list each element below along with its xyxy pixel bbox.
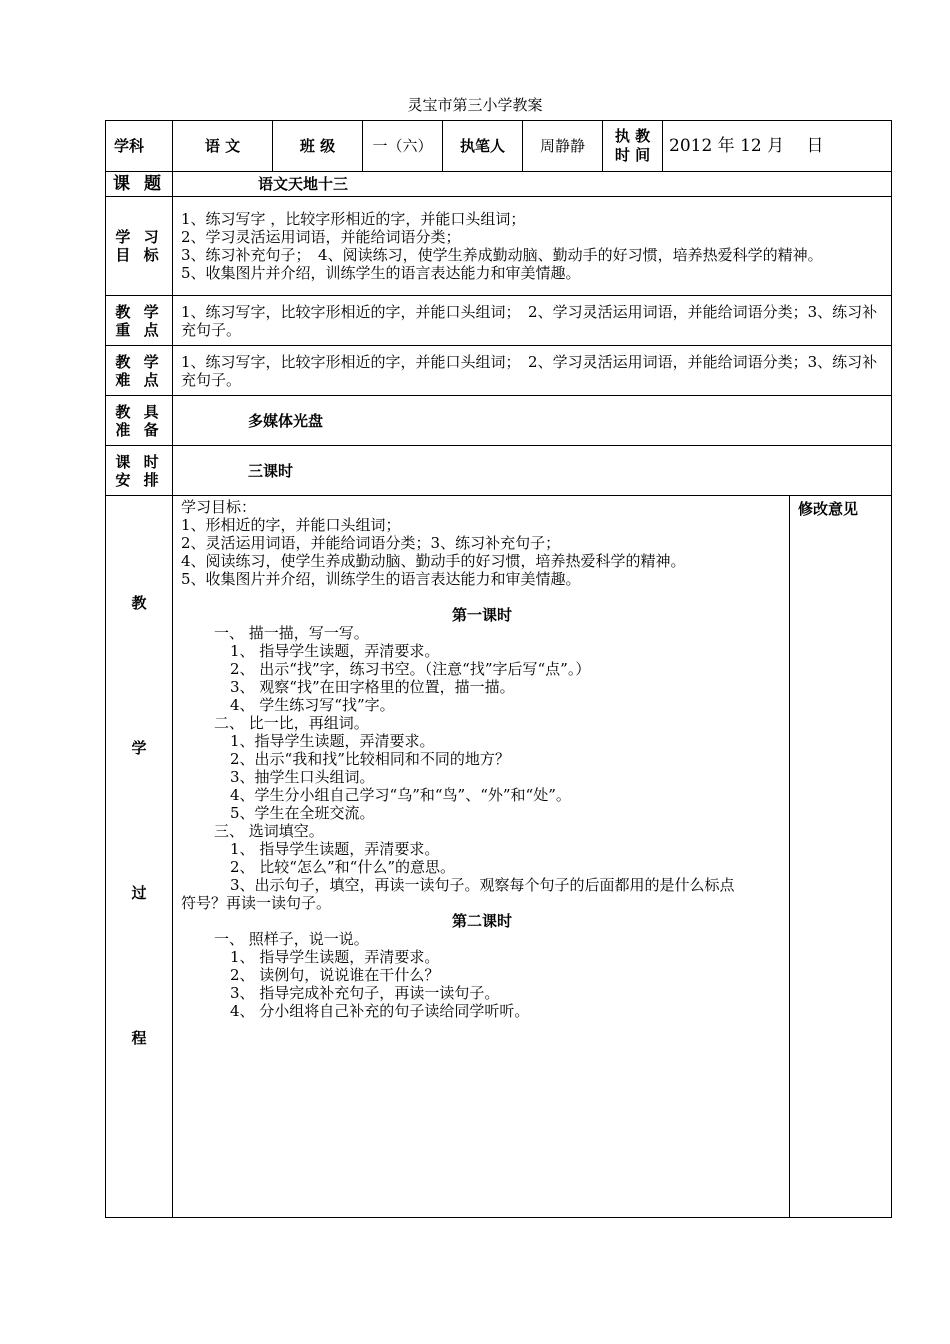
objectives-label [106, 197, 173, 296]
lesson1-title: 第一课时 [451, 606, 512, 624]
step-line: 3、出示句子，填空，再读一读句子。观察每个句子的后面都用的是什么标点 [230, 876, 735, 894]
difficulties-row [106, 346, 892, 396]
topic-value: 语文天地十三 [173, 172, 892, 197]
difficulties-label-line2: 难 点 [115, 370, 163, 389]
time-label [603, 121, 663, 172]
step-line: 1、 指导学生读题，弄清要求。 [230, 948, 440, 966]
objective-line: 5、收集图片并介绍，训练学生的语言表达能力和审美情趣。 [181, 264, 581, 282]
step-line: 2、 读例句，说说谁在干什么？ [230, 966, 440, 984]
step-line: 2、 出示“找”字，练习书空。（注意“找”字后写“点”。） [230, 660, 591, 678]
step-line: 4、学生分小组自己学习“乌”和“鸟”、“外”和“处”。 [230, 786, 571, 804]
intro-line: 学习目标： [181, 498, 257, 516]
materials-label-line2: 准 备 [115, 420, 163, 439]
step-line: 2、出示“我和找”比较相同和不同的地方？ [230, 750, 510, 768]
process-row [106, 496, 892, 1218]
process-label-char: 学 [131, 739, 147, 757]
difficulties-text: 1、练习写字，比较字形相近的字，并能口头组词； 2、学习灵活运用词语，并能给词语分类；3、练习补充句子。 [173, 346, 892, 396]
revision-notes-label: 修改意见 [790, 496, 892, 1218]
objectives-text [173, 197, 892, 296]
objectives-label-line2: 目 标 [115, 246, 163, 264]
step-line: 3、 指导完成补充句子，再读一读句子。 [230, 984, 500, 1002]
intro-line: 4、阅读练习，使学生养成勤动脑、勤动手的好习惯，培养热爱科学的精神。 [181, 552, 686, 570]
step-line-continued: 符号？再读一读句子。 [181, 894, 332, 912]
subject-label: 学科 [106, 121, 173, 172]
step-line: 4、 分小组将自己补充的句子读给同学听听。 [230, 1002, 530, 1020]
lesson-plan-table [105, 120, 892, 1218]
step-line: 1、 指导学生读题，弄清要求。 [230, 840, 440, 858]
process-content [173, 496, 790, 1218]
schedule-row [106, 446, 892, 496]
objective-line: 3、练习补充句子； 4、阅读练习，使学生养成勤动脑、勤动手的好习惯，培养热爱科学的精神。 [181, 246, 823, 264]
objective-line: 2、学习灵活运用词语，并能给词语分类； [181, 228, 461, 246]
schedule-label-line2: 安 排 [115, 470, 163, 489]
class-value: 一（六） [363, 121, 443, 172]
date-value: 2012 年 12 月 日 [663, 121, 892, 172]
step-line: 3、 观察“找”在田字格里的位置，描一描。 [230, 678, 515, 696]
key-points-text: 1、练习写字，比较字形相近的字，并能口头组词； 2、学习灵活运用词语，并能给词语分类；3、练习补充句子。 [173, 296, 892, 346]
section-heading: 一、 照样子，说一说。 [214, 930, 369, 948]
topic-row [106, 172, 892, 197]
intro-line: 1、形相近的字，并能口头组词； [181, 516, 401, 534]
step-line: 2、 比较“怎么”和“什么”的意思。 [230, 858, 455, 876]
key-points-label-line2: 重 点 [115, 320, 163, 339]
section-heading: 三、 选词填空。 [214, 822, 324, 840]
process-label-char: 教 [131, 594, 147, 612]
process-label-char: 程 [131, 1029, 147, 1047]
intro-line: 2、灵活运用词语，并能给词语分类；3、练习补充句子； [181, 534, 561, 552]
time-label-line2: 时 间 [614, 146, 651, 164]
materials-label [106, 396, 173, 446]
schedule-label [106, 446, 173, 496]
class-label: 班 级 [273, 121, 363, 172]
spacer [181, 588, 783, 606]
subject-value: 语 文 [173, 121, 273, 172]
materials-value: 多媒体光盘 [173, 396, 892, 446]
step-line: 5、学生在全班交流。 [230, 804, 375, 822]
section-heading: 二、 比一比，再组词。 [214, 714, 369, 732]
difficulties-label [106, 346, 173, 396]
lesson2-title: 第二课时 [451, 912, 512, 930]
document-title: 灵宝市第三小学教案 [407, 96, 543, 114]
step-line: 4、 学生练习写“找”字。 [230, 696, 395, 714]
objectives-label-line1: 学 习 [115, 228, 163, 246]
objectives-row [106, 197, 892, 296]
materials-label-line1: 教 具 [115, 402, 163, 421]
key-points-label-line1: 教 学 [115, 302, 163, 321]
process-label-char: 过 [131, 884, 147, 902]
materials-row [106, 396, 892, 446]
process-label [106, 496, 173, 1218]
header-row [106, 121, 892, 172]
topic-label: 课 题 [106, 172, 173, 197]
author-label: 执笔人 [443, 121, 523, 172]
step-line: 3、抽学生口头组词。 [230, 768, 375, 786]
key-points-row [106, 296, 892, 346]
step-line: 1、指导学生读题，弄清要求。 [230, 732, 435, 750]
step-line: 1、 指导学生读题，弄清要求。 [230, 642, 440, 660]
time-label-line1: 执 教 [614, 127, 651, 146]
schedule-label-line1: 课 时 [115, 452, 163, 471]
objective-line: 1、练习写字 ，比较字形相近的字，并能口头组词； [181, 210, 526, 228]
section-heading: 一、 描一描，写一写。 [214, 624, 369, 642]
difficulties-label-line1: 教 学 [115, 352, 163, 371]
author-value: 周静静 [523, 121, 603, 172]
key-points-label [106, 296, 173, 346]
schedule-value: 三课时 [173, 446, 892, 496]
intro-line: 5、收集图片并介绍，训练学生的语言表达能力和审美情趣。 [181, 570, 581, 588]
